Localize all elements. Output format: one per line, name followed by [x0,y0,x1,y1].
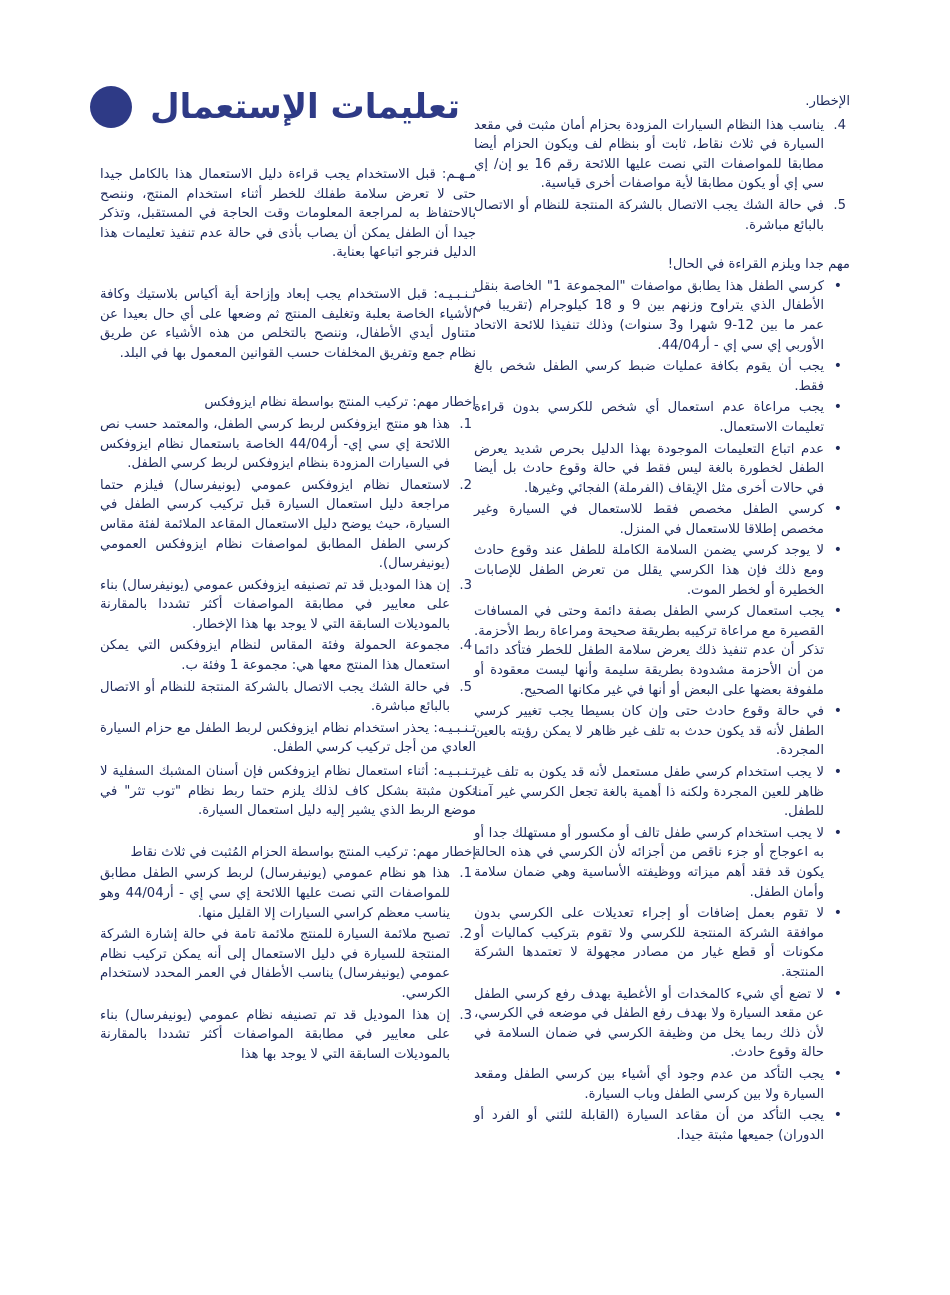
belt-numbered-list [100,864,476,1064]
list-item [474,500,850,539]
list-item [474,824,850,902]
item-text: لا يجب استخدام كرسي طفل تالف أو مكسور أو مستهلك جدا أو به اعوجاج أو جزء ناقص من أجزائه لأن الكرسي في هذه الحالة يكون قد فقد أهم ميزاته ووظيفته الأساسية وهي ضمان سلامة وأمان الطفل. [474,825,824,900]
item-number: 4. [833,117,846,133]
list-item [474,357,850,396]
item-text: لا يجب استخدام كرسي طفل مستعمل لأنه قد يكون به تلف غير ظاهر للعين المجردة ولكنه ذا أهمية بالغة تجعل الكرسي غير آمنا للطفل. [474,765,824,820]
list-item [100,476,476,574]
right-column [474,92,850,1147]
continuation-text: الإخطار. [805,94,850,109]
list-item [474,277,850,355]
item-text: لا تضع أي شيء كالمخدات أو الأغطية بهدف رفع كرسي الطفل عن مقعد السيارة ولا بهدف رفع الطفل في موضعه في الكرسي، لأن ذلك ربما يخل من وظيفة الكرسي في ضمان السلامة في حالة وقوع حادث. [474,986,824,1061]
left-column [100,165,476,1066]
bullet-icon: • [833,603,842,620]
item-text: هذا هو منتج ايزوفكس لربط كرسي الطفل، والمعتمد حسب نص اللائحة إي سي إي- أر44/04 الخاصة باستعمال نظام ايزوفكس في السيارات المزودة بنظام ايزوفكس لربط كرسي الطفل. [100,416,450,472]
item-text: عدم اتباع التعليمات الموجودة بهذا الدليل بحرص شديد يعرض الطفل لخطورة بالغة ليس فقط في حالة وقوع حادث بل أيضا في حالات أخرى مثل الإيقاف (الفرملة) الفجائي وغيرها. [474,441,824,496]
item-text: في حالة الشك يجب الاتصال بالشركة المنتجة للنظام أو الاتصال بالبائع مباشرة. [100,679,450,715]
bullet-icon: • [833,764,842,780]
item-text: كرسي الطفل مخصص فقط للاستعمال في السيارة وغير مخصص إطلاقا للاستعمال في المنزل. [474,502,824,537]
list-item [474,904,850,982]
item-text: في حالة وقوع حادث حتى وإن كان بسيطا يجب تغيير كرسي الطفل لأنه قد يكون حدث به تلف غير ظاهر لا يمكن رؤيته بالعين المجردة. [474,704,824,759]
item-text: إن هذا الموديل قد تم تصنيفه نظام عمومي (يونيفرسال) بناء على معايير في مطابقة المواصفات أكثر تشددا بالمقارنة بالموديلات السابقة التي لا يوجد بها هذا [100,1007,450,1062]
isofix-numbered-list [100,415,476,717]
bullet-icon: • [833,277,842,294]
item-text: كرسي الطفل هذا يطابق مواصفات "المجموعة 1" الخاصة بنقل الأطفال الذي يتراوح وزنهم بين 9 و 18 كيلوجرام (تقريبا في عمر ما بين 12-9 شهرا و3 سنوات) وذلك تنفيذا للائحة الاتحاد الأوربي إي سي إي - أر44/04. [474,278,825,353]
item-number: 1. [459,416,472,432]
list-item [474,602,850,700]
list-item [100,415,476,474]
item-text: يجب مراعاة عدم استعمال أي شخص للكرسي بدون قراءة تعليمات الاستعمال. [474,400,824,435]
list-item [100,925,476,1003]
item-number: 2. [459,477,472,493]
item-text: إن هذا الموديل قد تم تصنيفه ايزوفكس عمومي (يونيفرسال) بناء على معايير في مطابقة المواصفات أكثر تشددا بالمقارنة بالموديلات السابقة التي لا يوجد بها هذا الإخطار. [100,577,450,632]
bullet-icon: • [833,1065,842,1082]
page-title: تعليمات الإستعمال [150,87,460,127]
list-item [100,576,476,635]
item-number: 4. [459,638,472,654]
belt-heading: إخطار مهم: تركيب المنتج بواسطة الحزام المُثبت في ثلاث نقاط [130,844,476,860]
isofix-heading: إخطار مهم: تركيب المنتج بواسطة نظام ايزوفكس [204,395,476,411]
bullet-icon: • [833,1107,842,1124]
title-dot-icon [90,86,132,128]
important-heading: مهم جدا ويلزم القراءة في الحال! [667,257,850,273]
bullet-icon: • [833,358,842,375]
item-text: لاستعمال نظام ايزوفكس عمومي (يونيفرسال) فيلزم حتما مراجعة دليل استعمال السيارة قبل تركيب كرسي الطفل في السيارة، حيث يوضح دليل الاستعمال المقاعد الملائمة لفئة مقاس كرسي الطفل المطابق لمواصفات نظام ايزوفكس العمومي (يونيفرسال). [100,477,450,572]
isofix-warning-1: تـنـبـيـه: يحذر استخدام نظام ايزوفكس لربط الطفل مع حزام السيارة العادي من أجل تركيب كرسي الطفل. [100,720,476,756]
item-text: يناسب هذا النظام السيارات المزودة بحزام أمان مثبت في مقعد السيارة في ثلاث نقاط، ثابت أو بنظام لف ويكون الحزام أيضا مطابقا للمواصفات التي نصت عليها اللائحة رقم 16 يو إن/ إي سي إي أو يكون مطابقا لأية مواصفات أخرى قياسية. [474,117,824,192]
item-text: مجموعة الحمولة وفئة المقاس لنظام ايزوفكس التي يمكن استعمال هذا المنتج معها هي: مجموعة 1 وفئة ب. [100,638,450,674]
bullet-icon: • [833,824,842,841]
item-number: 5. [459,679,472,695]
intro-warning: تـنـبـيـه: قبل الاستخدام يجب إبعاد وإزاحة أية أكياس بلاستيك وكافة الأشياء الخاصة بعلبة وتغليف المنتج ثم وضعها على أي حال بعيدا عن متناول أيدي الأطفال، وننصح بالتخلص من هذه الأشياء عن طريق نظام جمع وتفريق المخلفات حسب القوانين المعمول بها في البلد. [100,286,476,361]
list-item [474,1065,850,1104]
bullet-icon: • [833,440,842,457]
isofix-warning-2: تـنـبـيـه: أثناء استعمال نظام ايزوفكس فإن أسنان المشبك السفلية لا تكون مثبتة بشكل كاف لذلك يلزم حتما ربط نظام "توب تثر" في موضع الربط الذي يشير إليه دليل استعمال السيارة. [100,764,476,819]
list-item [474,763,850,822]
list-item [474,985,850,1063]
list-item [100,678,476,717]
item-text: يجب أن يقوم بكافة عمليات ضبط كرسي الطفل شخص بالغ فقط. [474,359,824,394]
bullet-icon: • [833,703,842,720]
bullet-icon: • [833,399,842,416]
item-number: 5. [833,197,846,213]
bullet-icon: • [833,985,842,1002]
bullet-icon: • [833,501,842,518]
list-item [474,196,850,235]
item-text: في حالة الشك يجب الاتصال بالشركة المنتجة للنظام أو الاتصال بالبائع مباشرة. [474,197,824,233]
list-item [474,116,850,194]
list-item [474,541,850,600]
item-text: تصبح ملائمة السيارة للمنتج ملائمة تامة في حالة إشارة الشركة المنتجة للسيارة في دليل الاستعمال إلى أنه يمكن تركيب نظام عمومي (يونيفرسال) يناسب الأطفال في العمر المحدد لاستخدام الكرسي. [100,927,450,1001]
item-text: لا يوجد كرسي يضمن السلامة الكاملة للطفل عند وقوع حادث ومع ذلك فإن هذا الكرسي يقلل من تعرض الطفل للإصابات الخطيرة أو لخطر الموت. [474,543,824,598]
list-item [100,1006,476,1065]
list-item [474,702,850,761]
item-number: 3. [459,1007,472,1023]
list-item [100,636,476,675]
item-number: 2. [459,927,472,943]
bullet-icon: • [833,905,842,922]
title-row [100,80,460,134]
item-text: يجب استعمال كرسي الطفل بصفة دائمة وحتى في المسافات القصيرة مع مراعاة تركيبه بطريقة صحيحة ومراعاة ربط الأحزمة. تذكر أن عدم تنفيذ ذلك يعرض سلامة الطفل للخطر فتأكد دائما من أن الأحزمة مشدودة بطريقة سليمة وأنها ليست معقودة أو ملفوفة بعضها على البعض أو أنها في غير مكانها الصحيح. [474,604,824,698]
item-number: 3. [459,577,472,593]
intro-important: مـهـم: قبل الاستخدام يجب قراءة دليل الاستعمال هذا بالكامل جيدا حتى لا تعرض سلامة طفلك للخطر أثناء استخدام المنتج، وننصح بالاحتفاظ به لمراجعة المعلومات وقت الحاجة في المستقبل، وتذكر جيدا أن الطفل يمكن أن يصاب بأذى في حالة عدم تنفيذ تعليمات هذا الدليل فنرجو اتباعها بعناية. [100,167,476,261]
item-text: يجب التأكد من عدم وجود أي أشياء بين كرسي الطفل ومقعد السيارة ولا بين كرسي الطفل وباب السيارة. [474,1066,824,1102]
item-text: يجب التأكد من أن مقاعد السيارة (القابلة للثني أو الفرد أو الدوران) جميعها مثبتة جيدا. [474,1108,824,1143]
top-numbered-list [474,116,850,236]
bullet-icon: • [833,542,842,559]
item-number: 1. [459,866,472,882]
list-item [474,398,850,437]
list-item [100,864,476,923]
list-item [474,440,850,499]
item-text: هذا هو نظام عمومي (يونيفرسال) لربط كرسي الطفل مطابق للمواصفات التي نصت عليها اللائحة إي سي إي - أر44/04 وهو يناسب معظم كراسي السيارات إلا القليل منها. [100,866,450,921]
list-item [474,1106,850,1145]
item-text: لا تقوم بعمل إضافات أو إجراء تعديلات على الكرسي بدون موافقة الشركة المنتجة للكرسي ولا تقوم بتركيب كماليات أو مكونات أو قطع غيار من مصادر مجهولة لا تعتمدها الشركة المنتجة. [474,906,824,980]
important-bullet-list [474,277,850,1146]
